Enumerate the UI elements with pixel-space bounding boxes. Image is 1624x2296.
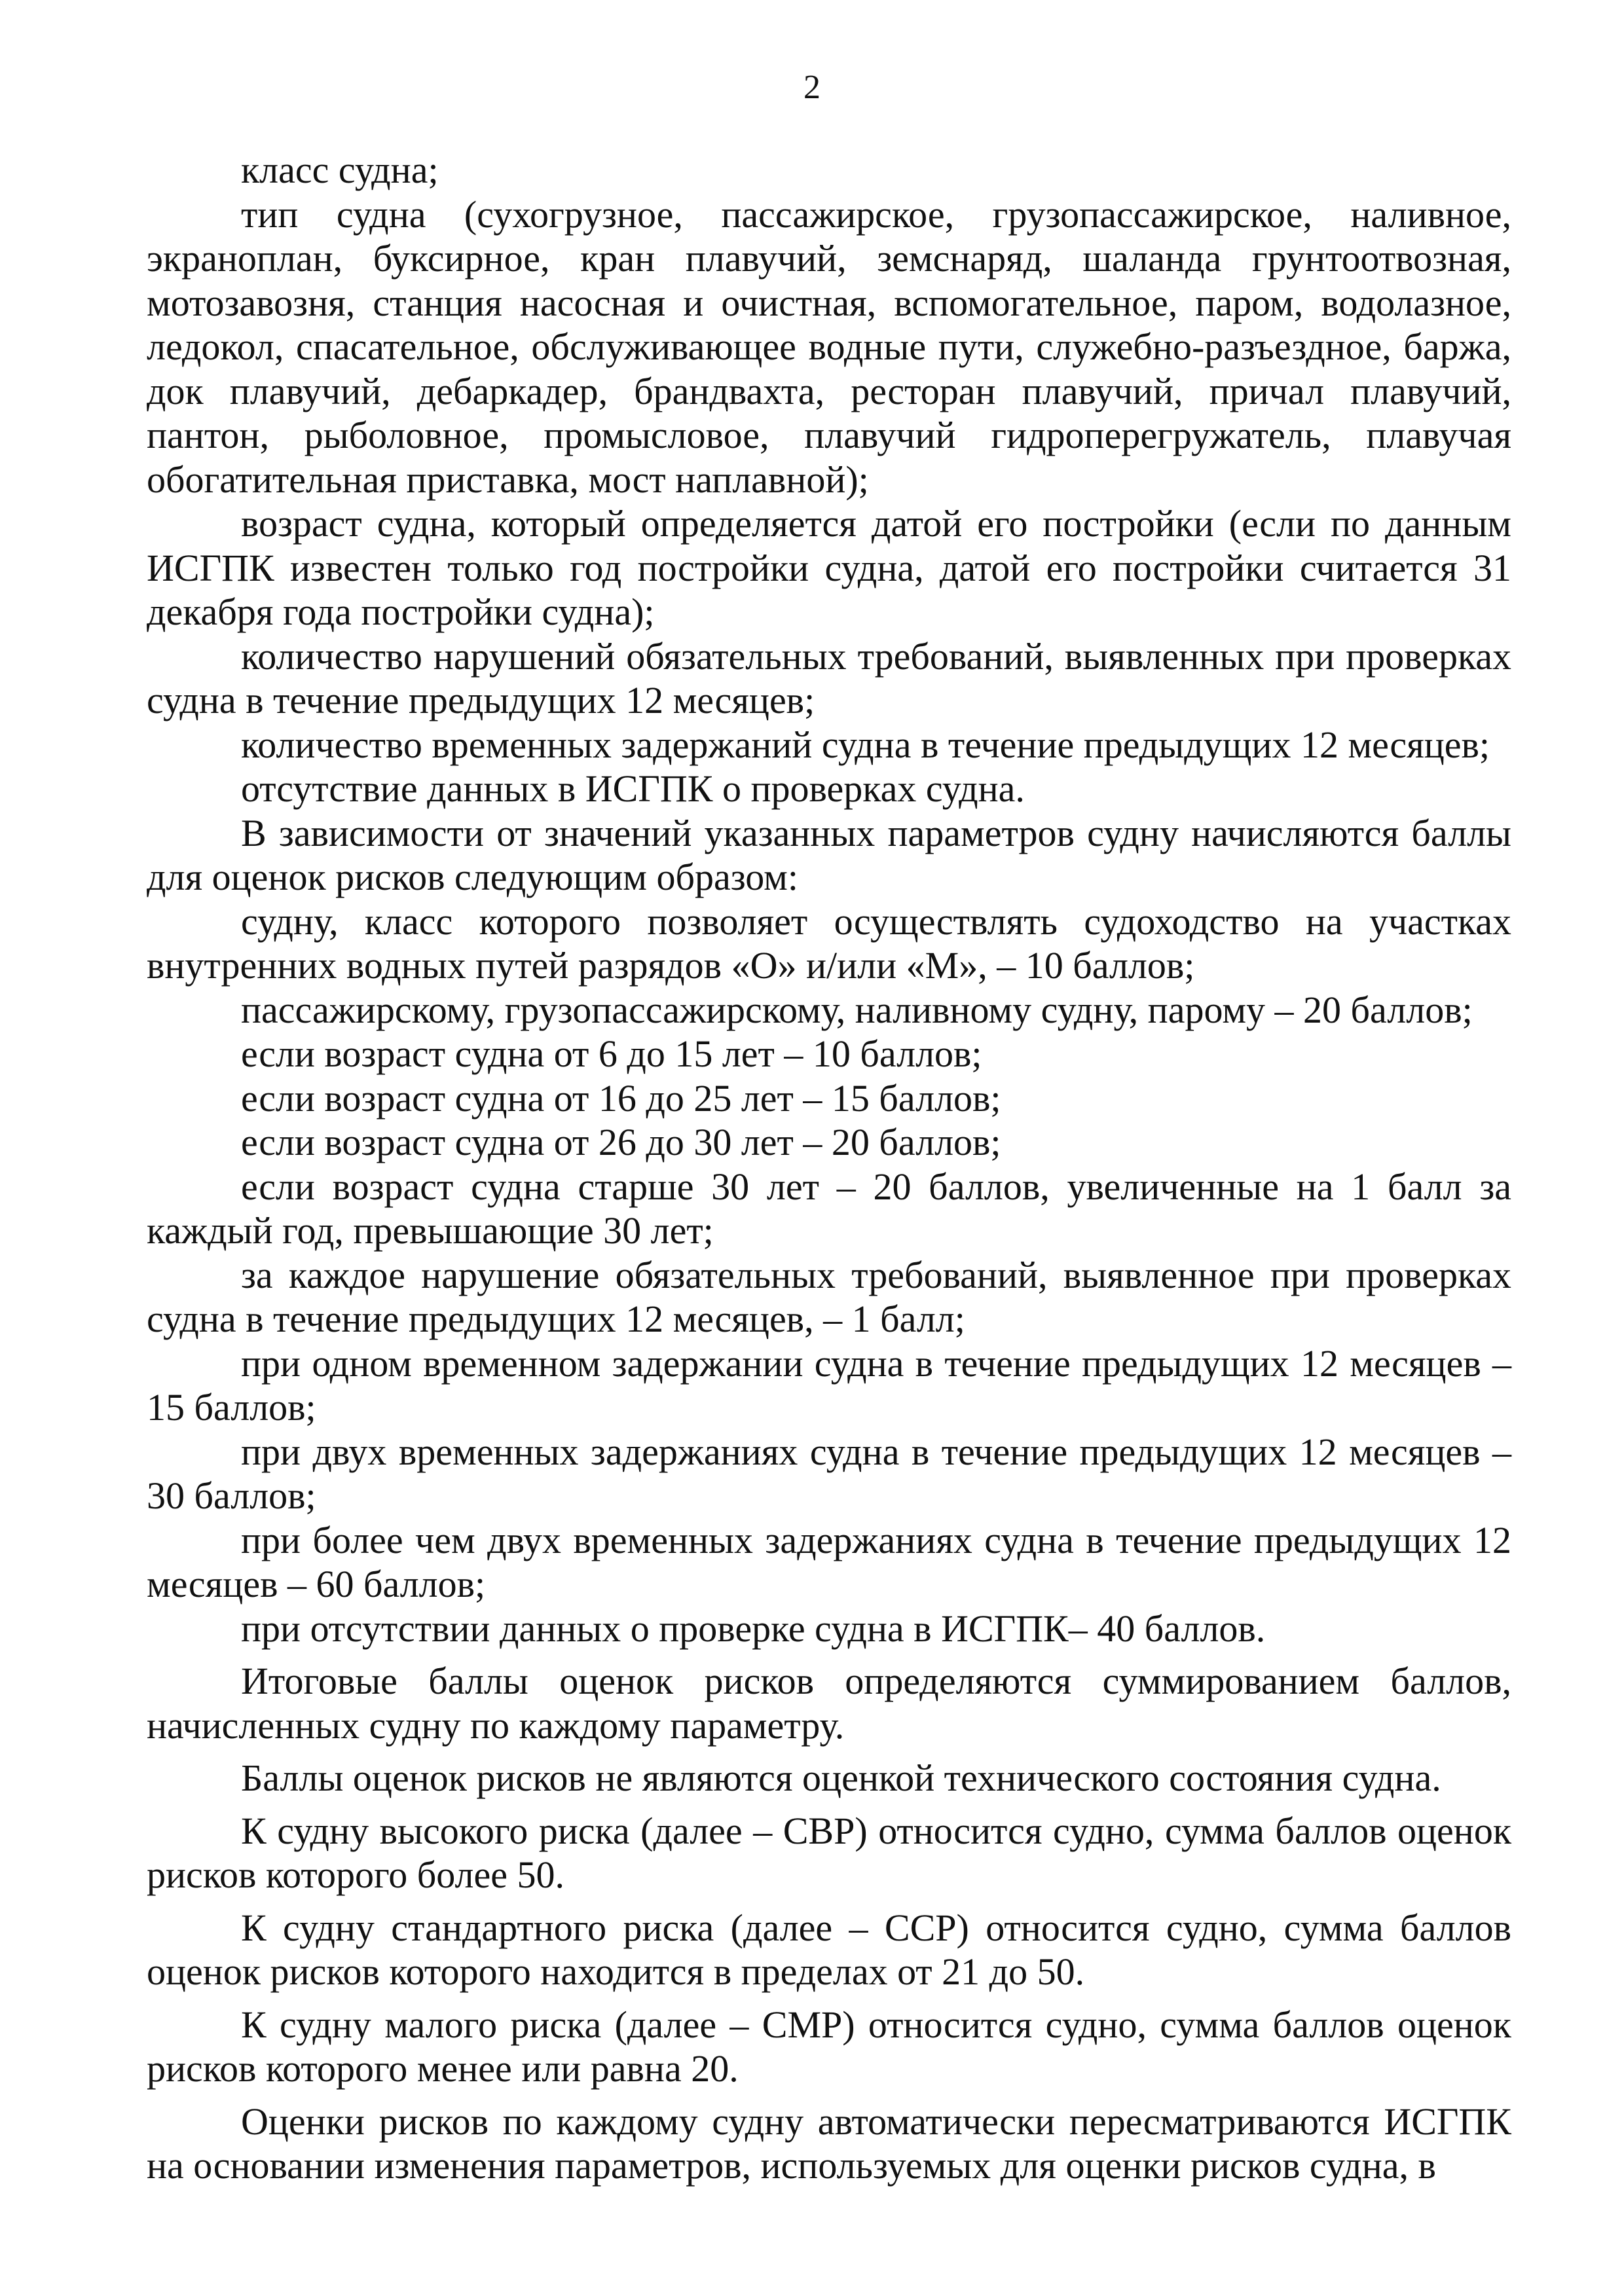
paragraph: отсутствие данных в ИСГПК о проверках судна. xyxy=(241,767,1025,810)
paragraph: если возраст судна от 26 до 30 лет – 20 баллов; xyxy=(241,1121,1001,1163)
paragraph: судну, класс которого позволяет осуществлять судоходство на участках внутренних водных путей разрядов «О» и/или «М», – 10 баллов; xyxy=(147,900,1511,987)
paragraph: при одном временном задержании судна в течение предыдущих 12 месяцев – 15 баллов; xyxy=(147,1341,1511,1429)
paragraph: Итоговые баллы оценок рисков определяются суммированием баллов, начисленных судну по каждому параметру. xyxy=(147,1660,1511,1747)
paragraph: К судну высокого риска (далее – СВР) относится судно, сумма баллов оценок рисков которого более 50. xyxy=(147,1809,1511,1896)
paragraph: при более чем двух временных задержаниях судна в течение предыдущих 12 месяцев – 60 баллов; xyxy=(147,1518,1511,1605)
page-number: 2 xyxy=(803,69,821,106)
document-body xyxy=(147,148,1511,2188)
paragraph: Баллы оценок рисков не являются оценкой технического состояния судна. xyxy=(241,1757,1441,1799)
paragraph: при двух временных задержаниях судна в течение предыдущих 12 месяцев – 30 баллов; xyxy=(147,1430,1511,1517)
paragraph: при отсутствии данных о проверке судна в ИСГПК– 40 баллов. xyxy=(241,1607,1266,1650)
paragraph: Оценки рисков по каждому судну автоматически пересматриваются ИСГПК на основании изменения параметров, используемых для оценки рисков судна, в xyxy=(147,2100,1511,2187)
paragraph: если возраст судна от 6 до 15 лет – 10 баллов; xyxy=(241,1032,982,1075)
paragraph: В зависимости от значений указанных параметров судну начисляются баллы для оценок рисков следующим образом: xyxy=(147,811,1511,898)
paragraph: К судну стандартного риска (далее – ССР) относится судно, сумма баллов оценок рисков которого находится в пределах от 21 до 50. xyxy=(147,1906,1511,1993)
paragraph: если возраст судна от 16 до 25 лет – 15 баллов; xyxy=(241,1076,1001,1120)
paragraph: количество временных задержаний судна в течение предыдущих 12 месяцев; xyxy=(241,723,1490,766)
paragraph: К судну малого риска (далее – СМР) относится судно, сумма баллов оценок рисков которого менее или равна 20. xyxy=(147,2003,1511,2090)
paragraph: если возраст судна старше 30 лет – 20 баллов, увеличенные на 1 балл за каждый год, превышающие 30 лет; xyxy=(147,1165,1511,1252)
paragraph: пассажирскому, грузопассажирскому, наливному судну, парому – 20 баллов; xyxy=(241,988,1473,1031)
paragraph: класс судна; xyxy=(241,149,439,191)
paragraph: количество нарушений обязательных требований, выявленных при проверках судна в течение предыдущих 12 месяцев; xyxy=(147,634,1511,721)
paragraph: тип судна (сухогрузное, пассажирское, грузопассажирское, наливное, экраноплан, буксирное, кран плавучий, земснаряд, шаланда грунтоотвозная, мотозавозня, станция насосная и очистная, вспомогательное, паром, водолазное, ледокол, спасательное, обслуживающее водные пути, служебно-разъездное, баржа, док плавучий, дебаркадер, брандвахта, ресторан плавучий, причал плавучий, пантон, рыболовное, промысловое, плавучий гидроперегружатель, плавучая обогатительная приставка, мост наплавной); xyxy=(147,192,1511,501)
paragraph: за каждое нарушение обязательных требований, выявленное при проверках судна в течение предыдущих 12 месяцев, – 1 балл; xyxy=(147,1253,1511,1340)
paragraph: возраст судна, который определяется датой его постройки (если по данным ИСГПК известен только год постройки судна, датой его постройки считается 31 декабря года постройки судна); xyxy=(147,502,1511,633)
